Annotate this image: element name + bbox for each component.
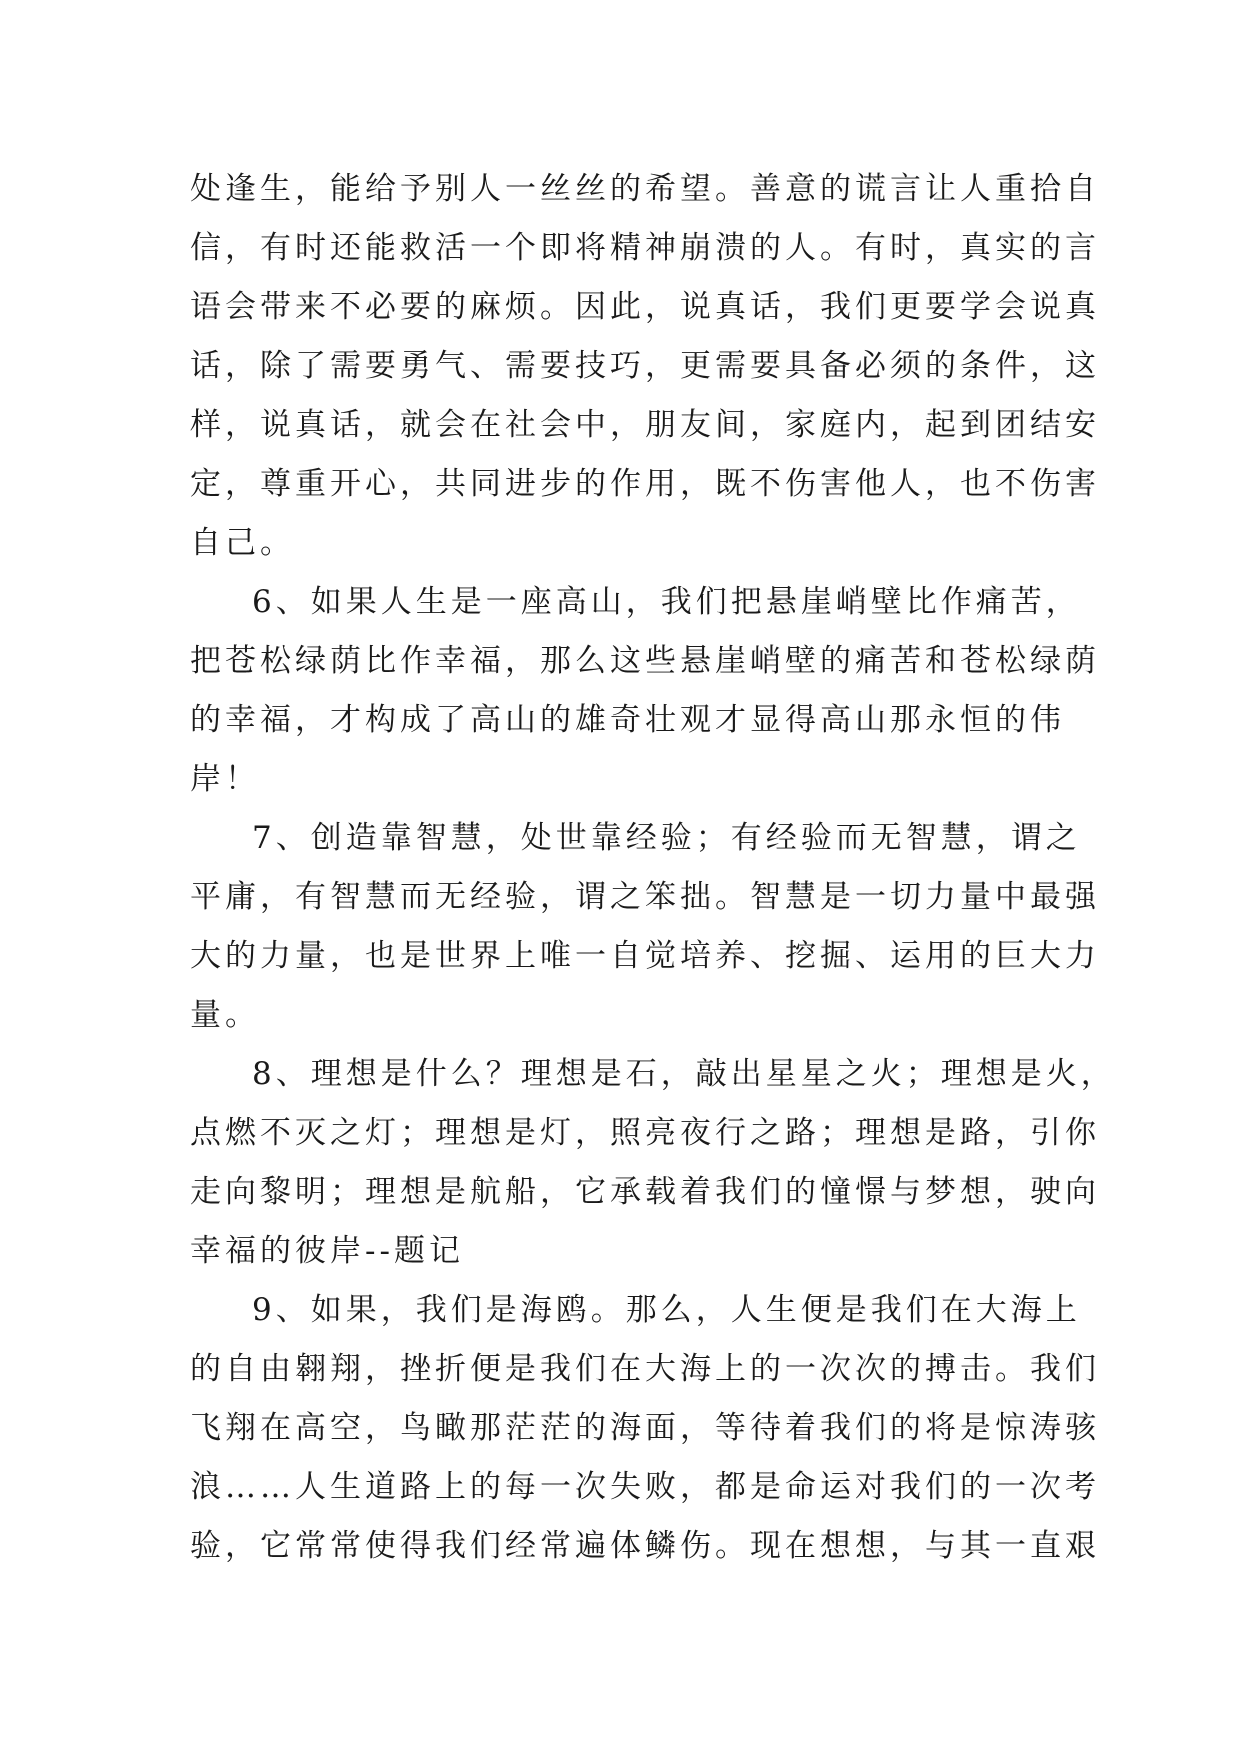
paragraph-9-first-line: 9、如果，我们是海鸥。那么，人生便是我们在大海上: [252, 1292, 1081, 1328]
text-line: 处逢生，能给予别人一丝丝的希望。善意的谎言让人重拾自: [190, 171, 1100, 207]
text-line: 量。: [190, 997, 260, 1033]
text-line: 语会带来不必要的麻烦。因此，说真话，我们更要学会说真: [190, 289, 1100, 325]
text-line: 幸福的彼岸--题记: [190, 1233, 464, 1269]
text-line: 走向黎明；理想是航船，它承载着我们的憧憬与梦想，驶向: [190, 1174, 1100, 1210]
text-line: 岸！: [190, 761, 260, 797]
text-line: 浪……人生道路上的每一次失败，都是命运对我们的一次考: [190, 1469, 1100, 1505]
text-line: 的自由翱翔，挫折便是我们在大海上的一次次的搏击。我们: [190, 1351, 1100, 1387]
text-line: 信，有时还能救活一个即将精神崩溃的人。有时，真实的言: [190, 230, 1100, 266]
paragraph-7-first-line: 7、创造靠智慧，处世靠经验；有经验而无智慧，谓之: [252, 820, 1081, 856]
text-line: 的幸福，才构成了高山的雄奇壮观才显得高山那永恒的伟: [190, 702, 1065, 738]
text-line: 大的力量，也是世界上唯一自觉培养、挖掘、运用的巨大力: [190, 938, 1100, 974]
paragraph-6-first-line: 6、如果人生是一座高山，我们把悬崖峭壁比作痛苦，: [252, 584, 1081, 620]
text-line: 样，说真话，就会在社会中，朋友间，家庭内，起到团结安: [190, 407, 1100, 443]
text-line: 点燃不灭之灯；理想是灯，照亮夜行之路；理想是路，引你: [190, 1115, 1100, 1151]
body-text: [190, 160, 1116, 1576]
text-line: 平庸，有智慧而无经验，谓之笨拙。智慧是一切力量中最强: [190, 879, 1100, 915]
text-line: 话，除了需要勇气、需要技巧，更需要具备必须的条件，这: [190, 348, 1100, 384]
text-line: 定，尊重开心，共同进步的作用，既不伤害他人，也不伤害: [190, 466, 1100, 502]
text-line: 自己。: [190, 525, 295, 561]
text-line: 验，它常常使得我们经常遍体鳞伤。现在想想，与其一直艰: [190, 1528, 1100, 1564]
text-line: 把苍松绿荫比作幸福，那么这些悬崖峭壁的痛苦和苍松绿荫: [190, 643, 1100, 679]
paragraph-8-first-line: 8、理想是什么？理想是石，敲出星星之火；理想是火，: [252, 1056, 1116, 1092]
text-line: 飞翔在高空，鸟瞰那茫茫的海面，等待着我们的将是惊涛骇: [190, 1410, 1100, 1446]
